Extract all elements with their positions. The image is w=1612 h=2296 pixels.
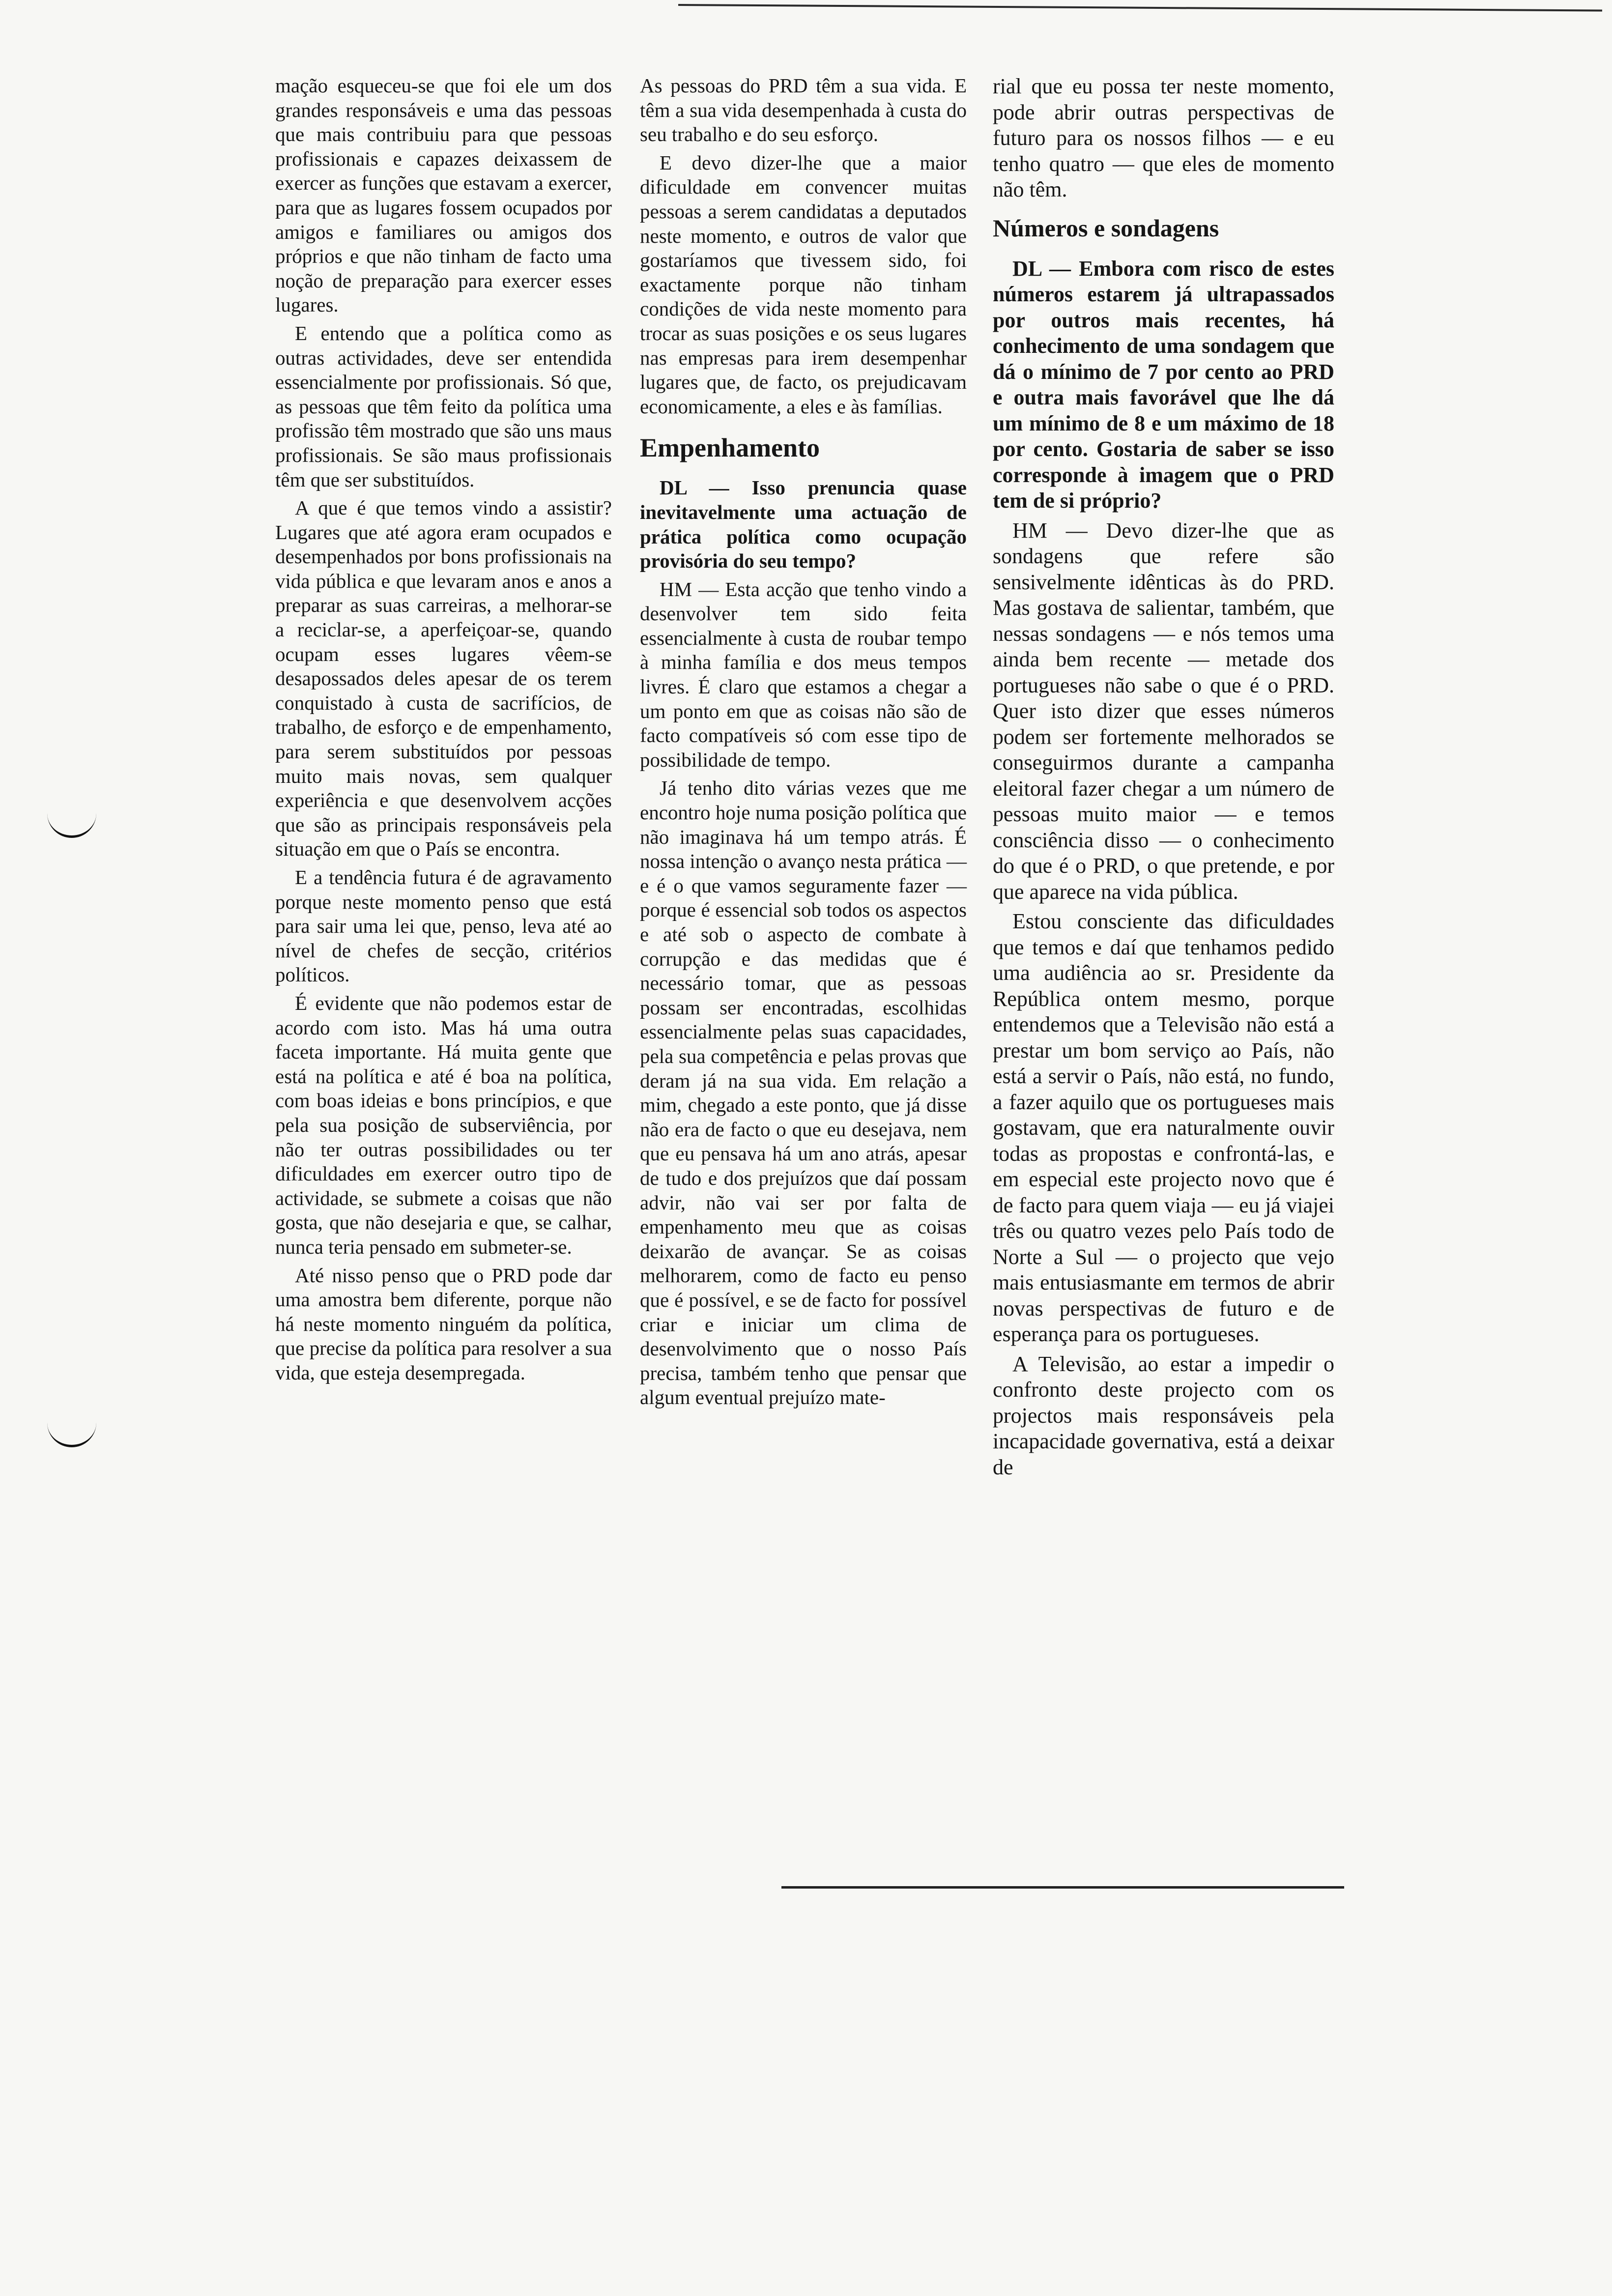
top-rule: [678, 4, 1602, 11]
body-paragraph: Já tenho dito várias vezes que me encontro hoje numa posição política que não imaginava há um tempo atrás. É nossa intenção o avanço nesta prática — e é o que vamos seguramente fazer — porque é essencial sob todos os aspectos e até sob o aspecto de combate à corrupção e das medidas que é necessário tomar, que as pessoas possam ser encontradas, escolhidas essencialmente pelas suas capacidades, pela sua competência e pelas provas que deram já na sua vida. Em relação a mim, chegado a este ponto, que já disse não era de facto o que eu desejava, nem que eu pensava há um ano atrás, apesar de tudo e dos prejuízos que daí possam advir, não vai ser por falta de empenhamento meu que as coisas deixarão de avançar. Se as coisas melhorarem, como de facto eu penso que é possível, e se de facto for possível criar e iniciar um clima de desenvolvimento que o nosso País precisa, também tenho que pensar que algum eventual prejuízo mate-: [640, 776, 967, 1409]
body-paragraph: HM — Devo dizer-lhe que as sondagens que refere são sensivelmente idênticas às do PRD. Mas gostava de salientar, também, que nessas sondagens — e nós temos uma ainda bem recente — metade dos portugueses não sabe o que é o PRD. Quer isto dizer que esses números podem ser fortemente melhorados se conseguirmos durante a campanha eleitoral fazer chegar a um número de pessoas muito maior — e temos consciência disso — o conhecimento do que é o PRD, o que pretende, e por que aparece na vida pública.: [993, 518, 1334, 904]
body-paragraph: rial que eu possa ter neste momento, pode abrir outras perspectivas de futuro para os nossos filhos — e eu tenho quatro — que eles de momento não têm.: [993, 74, 1334, 201]
body-paragraph: A Televisão, ao estar a impedir o confronto deste projecto com os projectos mais responsáveis pela incapacidade governativa, está a deixar de: [993, 1351, 1334, 1479]
body-paragraph: E a tendência futura é de agravamento porque neste momento penso que está para sair uma lei que, penso, leva até ao nível de chefes de secção, critérios políticos.: [275, 866, 612, 986]
binding-mark: [47, 1406, 96, 1447]
article-column-3: [993, 74, 1334, 1484]
body-paragraph: A que é que temos vindo a assistir? Lugares que até agora eram ocupados e desempenhados por bons profissionais na vida pública e que levaram anos e anos a preparar as suas carreiras, a melhorar-se a reciclar-se, a aperfeiçoar-se, quando ocupam esses lugares vêem-se desapossados deles apesar de os terem conquistado à custa de sacrifícios, de trabalho, de esforço e de empenhamento, para serem substituídos por pessoas muito mais novas, sem qualquer experiência e que desenvolvem acções que são as principais responsáveis pela situação em que o País se encontra.: [275, 496, 612, 861]
interview-question: DL — Embora com risco de estes números estarem já ultrapassados por outros mais recentes, há conhecimento de uma sondagem que dá o mínimo de 7 por cento ao PRD e outra mais favorável que lhe dá um mínimo de 8 e um máximo de 18 por cento. Gostaria de saber se isso corresponde à imagem que o PRD tem de si próprio?: [993, 256, 1334, 513]
body-paragraph: E entendo que a política como as outras actividades, deve ser entendida essencialmente por profissionais. Só que, as pessoas que têm feito da política uma profissão têm mostrado que são uns maus profissionais. Se são maus profissionais têm que ser substituídos.: [275, 321, 612, 491]
interview-question: DL — Isso prenuncia quase inevitavelmente uma actuação de prática política como ocupação provisória do seu tempo?: [640, 476, 967, 573]
body-paragraph: HM — Esta acção que tenho vindo a desenvolver tem sido feita essencialmente à custa de roubar tempo à minha família e dos meus tempos livres. É claro que estamos a chegar a um ponto em que as coisas não são de facto compatíveis só com esse tipo de possibilidade de tempo.: [640, 577, 967, 771]
binding-mark: [47, 796, 96, 838]
body-paragraph: E devo dizer-lhe que a maior dificuldade em convencer muitas pessoas a serem candidatas a deputados neste momento, e outros de valor que gostaríamos que tivessem sido, foi exactamente porque não tinham condições de vida neste momento para trocar as suas posições e os seus lugares nas empresas para irem desempenhar lugares que, de facto, os prejudicavam economicamente, a eles e às famílias.: [640, 151, 967, 418]
section-heading: Números e sondagens: [993, 214, 1219, 242]
bottom-rule: [781, 1886, 1344, 1889]
body-paragraph: É evidente que não podemos estar de acordo com isto. Mas há uma outra faceta importante. Há muita gente que está na política e até é boa na política, com boas ideias e bons princípios, e que pela sua posição de subserviência, por não ter outras possibilidades ou ter dificuldades em exercer outro tipo de actividade, se submete a coisas que não gosta, que não desejaria e que, se calhar, nunca teria pensado em submeter-se.: [275, 991, 612, 1258]
body-paragraph: As pessoas do PRD têm a sua vida. E têm a sua vida desempenhada à custa do seu trabalho e do seu esforço.: [640, 74, 967, 146]
article-column-2: [640, 74, 967, 1414]
article-column-1: [275, 74, 612, 1389]
body-paragraph: mação esqueceu-se que foi ele um dos grandes responsáveis e uma das pessoas que mais contribuiu para que pessoas profissionais e capazes deixassem de exercer as funções que estavam a exercer, para que as lugares fossem ocupados por amigos e familiares ou amigos dos próprios e que não tinham de facto uma noção de preparação para exercer esses lugares.: [275, 74, 612, 316]
body-paragraph: Até nisso penso que o PRD pode dar uma amostra bem diferente, porque não há neste momento ninguém da política, que precise da política para resolver a sua vida, que esteja desempregada.: [275, 1263, 612, 1384]
body-paragraph: Estou consciente das dificuldades que temos e daí que tenhamos pedido uma audiência ao sr. Presidente da República ontem mesmo, porque entendemos que a Televisão não está a prestar um bom serviço ao País, não está a servir o País, não está, no fundo, a fazer aquilo que os portugueses mais gostavam, que era naturalmente ouvir todas as propostas e confrontá-las, e em especial este projecto novo que é de facto para quem viaja — eu já viajei três ou quatro vezes pelo País todo de Norte a Sul — o projecto que vejo mais entusiasmante em termos de abrir novas perspectivas de futuro e de esperança para os portugueses.: [993, 909, 1334, 1346]
section-heading: Empenhamento: [640, 433, 820, 463]
